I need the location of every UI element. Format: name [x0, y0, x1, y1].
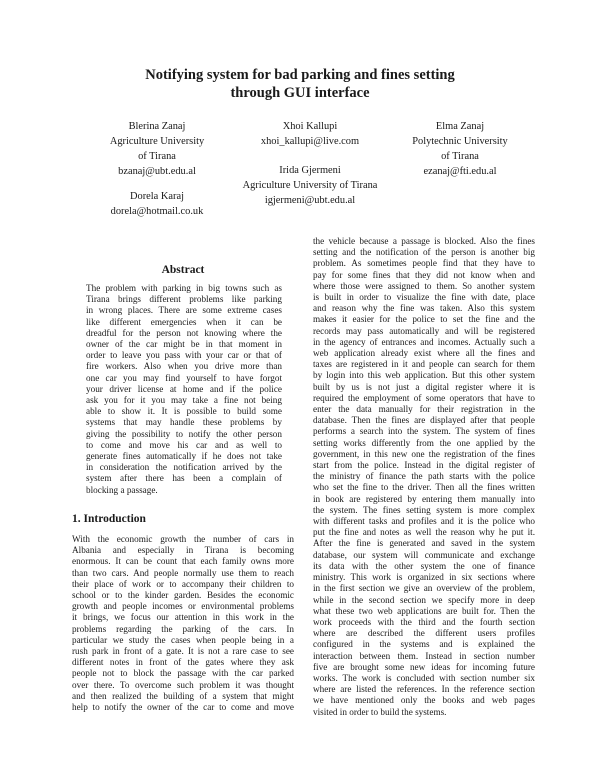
author-block — [82, 189, 232, 219]
text-line: systems that may handle these problems by — [86, 417, 282, 428]
text-line: government, in this new one the registration of the fines — [313, 448, 535, 459]
text-line: growth and people incomes or environmental problems — [72, 601, 294, 612]
text-line: blocking a passage. — [86, 484, 158, 495]
text-line: records may pass automatically and will be registered — [313, 325, 535, 336]
text-line: like different emergencies when it can be — [86, 316, 282, 327]
text-line: interaction between them. Instead in section number — [313, 650, 535, 661]
text-line: in the first section we give an overview of the problem, — [313, 583, 535, 594]
text-line: problems regarding the parking of the cars. In — [72, 623, 294, 634]
text-line: five are brought some new ideas for incoming future — [313, 661, 535, 672]
author-name: Irida Gjermeni — [279, 165, 341, 176]
author-block — [235, 163, 385, 208]
text-line: with different tasks and profiles and it is the police who — [313, 516, 535, 527]
author-email: dorela@hotmail.co.uk — [110, 206, 204, 217]
text-line: system after there has been a complain of — [86, 473, 282, 484]
text-line: in the agency of entrances and incomes. Actually such a — [313, 336, 535, 347]
text-line: we have mentioned only the books and web pages — [313, 695, 535, 706]
text-line: by login into this web application. But this other system — [313, 370, 535, 381]
text-line: enter the data manually for their registration in the — [313, 404, 535, 415]
text-line: performs a search into the system. The system of fines — [313, 426, 535, 437]
text-line: taxes are registered in it and people can search for them — [313, 359, 535, 370]
text-line: their place of work or to accompany their children to — [72, 578, 294, 589]
text-line: school or to the kinder garden. Besides the economic — [72, 590, 294, 601]
text-line: it brings, we focus our attention in this work in the — [72, 612, 294, 623]
title-line: Notifying system for bad parking and fines setting — [145, 67, 455, 83]
text-line: one car you may find yourself to have forgot — [86, 372, 282, 383]
text-line: generate fines automatically if he does not take — [86, 451, 282, 462]
text-line: in wrong places. There are some extreme cases — [86, 305, 282, 316]
text-line: After the fine is generated and saved in the system — [313, 538, 535, 549]
abstract-heading: Abstract — [161, 264, 205, 276]
text-line: owner of the car might be in that moment in — [86, 339, 282, 350]
text-line: ministry. This work is organized in six sections where — [313, 572, 535, 583]
author-name: Xhoi Kallupi — [282, 121, 338, 132]
text-line: people not to block the passage with the car parked — [72, 668, 294, 679]
text-line: particular we study the cases when people being in a — [72, 634, 294, 645]
text-line: configured in the systems and is explained the — [313, 639, 535, 650]
section-heading: 1. Introduction — [72, 513, 146, 525]
text-line: its data with the other system the one of finance — [313, 560, 535, 571]
text-line: visited in order to build the systems. — [313, 706, 447, 717]
text-line: built by us is not just a digital register where it is — [313, 381, 535, 392]
text-line: where are described the different users profiles — [313, 628, 535, 639]
title-line: through GUI interface — [230, 85, 370, 101]
text-line: start from the police. Instead in the digital register of — [313, 460, 535, 471]
text-line: Tirana brings different problems like parking — [86, 294, 282, 305]
text-line: work proceeds with the third and the fourth section — [313, 616, 535, 627]
text-line: where are listed the references. In the reference section — [313, 684, 535, 695]
author-name: Dorela Karaj — [130, 191, 184, 202]
text-line: the ministry of finance the path starts with the police — [313, 471, 535, 482]
intro-body — [72, 534, 294, 713]
author-email: ezanaj@fti.edu.al — [423, 166, 497, 177]
text-line: while in the second section we specify more in deep — [313, 594, 535, 605]
text-line: pay for some fines that they did not know when and — [313, 269, 535, 280]
text-line: where those were assigned to them. So another system — [313, 280, 535, 291]
text-line: rush park in front of a gate. It is not a rare case to see — [72, 646, 294, 657]
text-line: database. Then the fines are displayed after that people — [313, 415, 535, 426]
text-line: able to show it. It is possible to build some — [86, 406, 282, 417]
author-email: bzanaj@ubt.edu.al — [118, 166, 196, 177]
author-email: xhoi_kallupi@live.com — [260, 136, 360, 147]
author-affiliation: of Tirana — [441, 151, 479, 162]
text-line: put the fine and notes as well the reason why he put it. — [313, 527, 535, 538]
text-line: what these two web applications are built for. Then the — [313, 605, 535, 616]
text-line: database, our system will communicate and exchange — [313, 549, 535, 560]
author-name: Blerina Zanaj — [128, 121, 186, 132]
text-line: problem. As sometimes people find that they have to — [313, 258, 535, 269]
text-line: dreadful for the person not knowing where the — [86, 327, 282, 338]
text-line: web application already exist where all the fines and — [313, 348, 535, 359]
author-affiliation: of Tirana — [138, 151, 176, 162]
text-line: order to leave you pass with your car or that of — [86, 350, 282, 361]
author-block — [235, 119, 385, 149]
text-line: over there. To overcome such problem it was thought — [72, 679, 294, 690]
text-line: is built in order to visualize the fine with date, place — [313, 292, 535, 303]
author-email: igjermeni@ubt.edu.al — [264, 195, 356, 206]
text-line: different notes in front of the gates where they ask — [72, 657, 294, 668]
text-line: The problem with parking in big towns such as — [86, 283, 282, 293]
author-block — [82, 119, 232, 179]
text-line: fire workers. Also when you drive more than — [86, 361, 282, 372]
text-line: ask you for it you may take a fine not being — [86, 395, 282, 406]
text-line: setting and the notification of the person is another big — [313, 247, 535, 258]
text-line: required the employment of some operators that have to — [313, 392, 535, 403]
abstract-body — [86, 283, 282, 496]
text-line: than two cars. And people normally use them to reach — [72, 567, 294, 578]
author-affiliation: Agriculture University of Tirana — [242, 180, 378, 191]
text-line: With the economic growth the number of cars in — [72, 534, 294, 544]
text-line: works. The work is concluded with section number six — [313, 672, 535, 683]
right-column-body — [313, 236, 535, 718]
text-line: setting works differently from the one applied by the — [313, 437, 535, 448]
text-line: your driver license at home and if the police — [86, 383, 282, 394]
text-line: the system. The fines setting system is more complex — [313, 504, 535, 515]
text-line: in book are registered by entering them manually into — [313, 493, 535, 504]
text-line: to come and move his car and as well to — [86, 439, 282, 450]
text-line: makes it easier for the police to set the fine and the — [313, 314, 535, 325]
author-name: Elma Zanaj — [435, 121, 485, 132]
text-line: enormous. It can be count that each family owns more — [72, 556, 294, 567]
text-line: giving the possibility to notify the other person — [86, 428, 282, 439]
text-line: the vehicle because a passage is blocked. Also the fines — [313, 236, 535, 246]
text-line: and then realized the building of a system that might — [72, 690, 294, 701]
paper-title — [60, 66, 540, 102]
text-line: help to notify the owner of the car to come and move — [72, 702, 294, 713]
text-line: and reason why the fine was taken. Also this system — [313, 303, 535, 314]
text-line: in consideration the notification arrived by the — [86, 462, 282, 473]
text-line: who set the fine to the driver. Then all the fines written — [313, 482, 535, 493]
text-line: Albania and especially in Tirana is becoming — [72, 545, 294, 556]
author-affiliation: Polytechnic University — [412, 136, 508, 147]
author-affiliation: Agriculture University — [109, 136, 205, 147]
author-block — [375, 119, 545, 179]
